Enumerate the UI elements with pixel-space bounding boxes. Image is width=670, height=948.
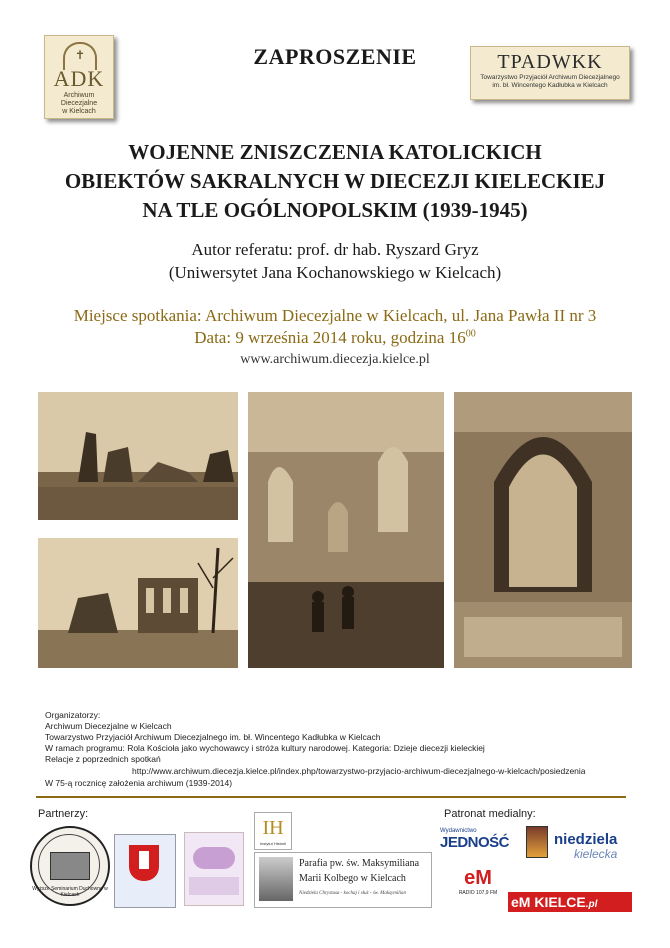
adk-logo-mark: ADK	[53, 66, 105, 91]
tower-icon	[139, 851, 149, 869]
association-text-block	[189, 877, 239, 895]
organizers-heading: Organizatorzy:	[45, 710, 101, 720]
organizer-link[interactable]: http://www.archiwum.diecezja.kielce.pl/index.php/towarzystwo-przyjacio-archiwum-diecezjalnego-w-kielcach/posiedzenia	[132, 766, 586, 776]
seminary-seal	[30, 826, 110, 906]
adk-logo-line2: w Kielcach	[62, 108, 96, 115]
radio-frequency: RADIO 107,9 FM	[458, 890, 498, 896]
media-label: Patronat medialny:	[444, 808, 536, 820]
radio-em-logo	[458, 866, 498, 910]
photo-church-arch-ruins	[454, 392, 632, 668]
organizer-line2: Towarzystwo Przyjaciół Archiwum Diecezjalnego im. bł. Wincentego Kadłubka w Kielcach	[45, 732, 381, 742]
handshake-icon	[193, 847, 235, 869]
kielecka-mark: kielecka	[574, 847, 618, 861]
seal-text: Wyższe Seminarium Duchowne w Kielcach	[32, 886, 108, 898]
parish-line2: Marii Kolbego w Kielcach	[299, 873, 406, 884]
icon-painting	[526, 826, 548, 858]
meeting-date: Data: 9 września 2014 roku, godzina 16	[194, 328, 466, 347]
parish-line3: Niedziela Chrystusa - kochaj i służ - św. Maksymilian	[299, 891, 406, 896]
meeting-time-sup: 00	[465, 328, 476, 340]
adk-logo-line1: Archiwum Diecezjalne	[60, 92, 98, 107]
ih-logo-mark: IH	[262, 817, 284, 839]
divider	[36, 796, 626, 798]
tpadwkk-logo-line1: Towarzystwo Przyjaciół Archiwum Diecezjalnego	[480, 74, 620, 81]
partners-label: Partnerzy:	[38, 808, 89, 820]
emkielce-kielce: KIELCE	[534, 894, 586, 910]
emkielce-logo	[508, 892, 632, 912]
association-logo	[184, 832, 244, 906]
saint-portrait	[259, 857, 293, 901]
author-line1: Autor referatu: prof. dr hab. Ryszard Gryz	[191, 240, 479, 259]
organizer-line5: W 75-ą rocznicę założenia archiwum (1939-2014)	[45, 778, 233, 788]
parish-line1: Parafia pw. św. Maksymiliana	[299, 858, 420, 869]
page-title: ZAPROSZENIE	[253, 44, 417, 69]
jednosc-logo	[440, 828, 524, 858]
organizer-line4: Relacje z poprzednich spotkań	[45, 754, 161, 764]
emkielce-pl: .pl	[585, 899, 598, 910]
jednosc-mark: JEDNOŚĆ	[440, 834, 510, 851]
website-link[interactable]: www.archiwum.diecezja.kielce.pl	[240, 352, 430, 367]
radio-em-mark: eM	[464, 867, 492, 889]
niedziela-logo	[554, 832, 617, 861]
building-icon	[50, 852, 90, 880]
cross-icon: ✝	[75, 48, 86, 62]
tpadwkk-logo	[470, 46, 630, 100]
school-crest	[114, 834, 176, 908]
organizer-line3: W ramach programu: Rola Kościoła jako wychowawcy i stróża kultury narodowej. Kategoria: Dzieje diecezji kieleckiej	[45, 743, 485, 753]
headline-line2: OBIEKTÓW SAKRALNYCH W DIECEZJI KIELECKIEJ	[64, 169, 606, 193]
meeting-date-row	[0, 328, 670, 348]
jednosc-small: Wydawnictwo	[440, 828, 477, 834]
headline-line3: NA TLE OGÓLNOPOLSKIM (1939-1945)	[142, 198, 528, 222]
ih-logo	[254, 812, 292, 850]
organizer-line1: Archiwum Diecezjalne w Kielcach	[45, 721, 172, 731]
photo-church-ruins-1	[38, 392, 238, 520]
ih-logo-text: Instytut Historii	[259, 841, 287, 846]
emkielce-em: eM	[511, 894, 531, 910]
photo-church-interior-ruins	[248, 392, 444, 668]
niedziela-mark: niedziela	[554, 831, 618, 848]
photo-church-ruins-2	[38, 538, 238, 668]
meeting-place: Miejsce spotkania: Archiwum Diecezjalne w Kielcach, ul. Jana Pawła II nr 3	[73, 306, 597, 325]
headline-line1: WOJENNE ZNISZCZENIA KATOLICKICH	[128, 140, 542, 164]
author-line2: (Uniwersytet Jana Kochanowskiego w Kielcach)	[168, 263, 502, 282]
parish-banner	[254, 852, 432, 908]
tpadwkk-logo-mark: TPADWKK	[497, 51, 603, 73]
tpadwkk-logo-line2: im. bł. Wincentego Kadłubka w Kielcach	[492, 82, 608, 89]
